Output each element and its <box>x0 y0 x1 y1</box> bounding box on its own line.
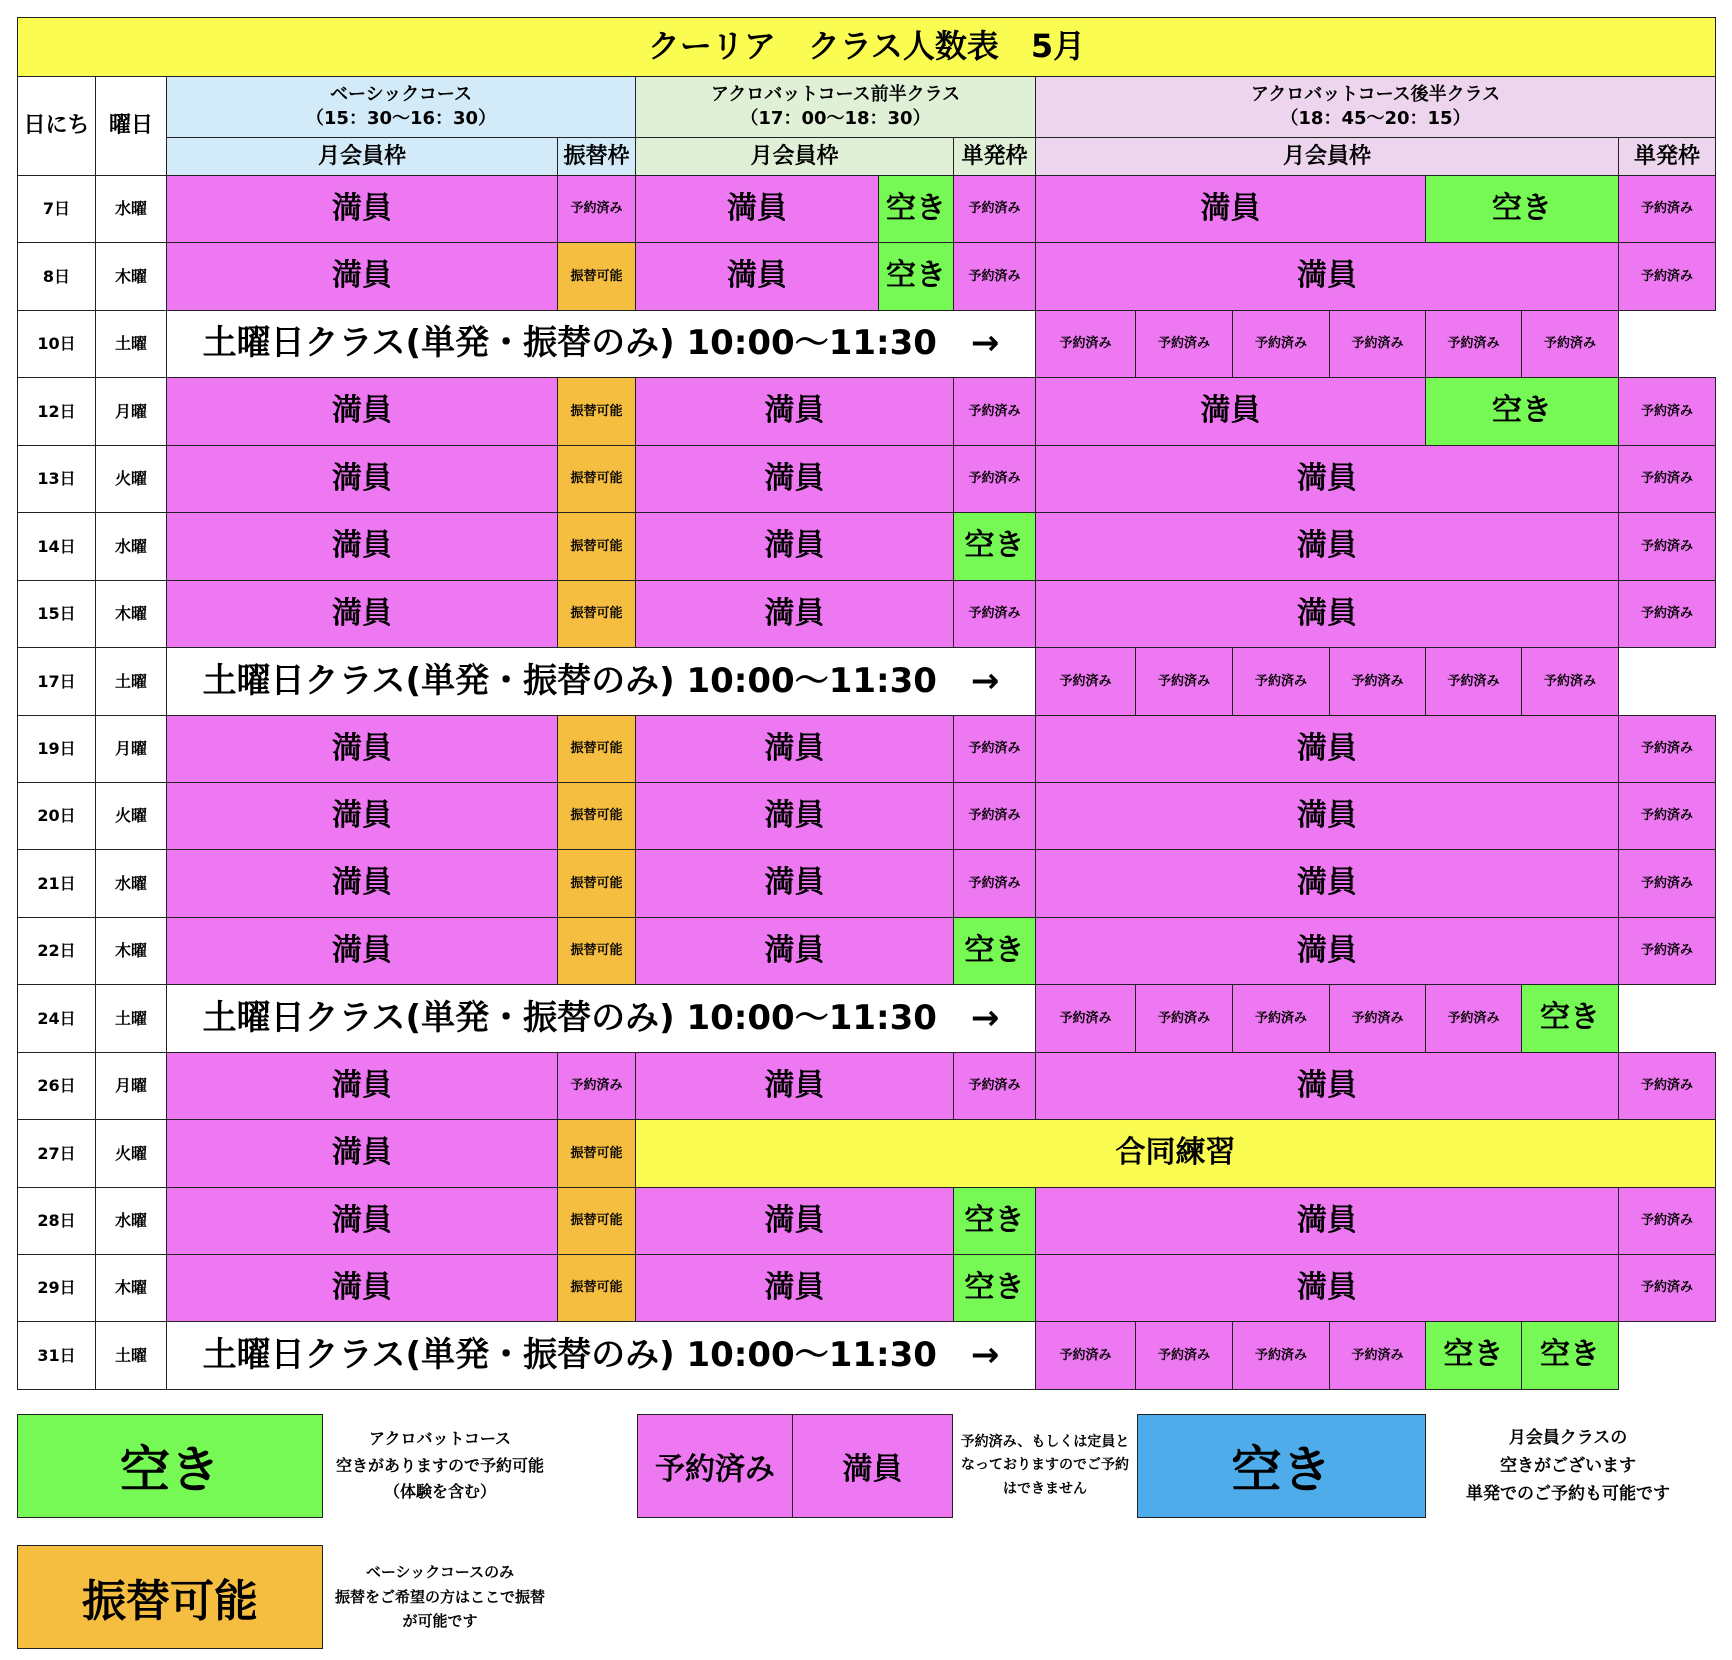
date-column-header: 日にち <box>17 76 96 176</box>
saturday-slot: 予約済み <box>1232 647 1330 716</box>
late-monthly-header: 月会員枠 <box>1035 137 1619 176</box>
basic-transfer-slot: 振替可能 <box>557 512 636 581</box>
basic-monthly-slot: 満員 <box>166 242 558 311</box>
legend-vacant-desc <box>325 1414 555 1518</box>
saturday-class-banner: 土曜日クラス(単発・振替のみ) 10:00〜11:30 → <box>166 1321 1036 1390</box>
basic-monthly-slot: 満員 <box>166 445 558 513</box>
basic-transfer-slot: 振替可能 <box>557 917 636 985</box>
early-monthly-slot: 満員 <box>635 917 954 985</box>
saturday-slot: 予約済み <box>1232 1321 1330 1390</box>
late-monthly-slot: 満員 <box>1035 242 1619 311</box>
late-monthly-slot: 満員 <box>1035 782 1619 850</box>
row-date: 22日 <box>17 917 96 985</box>
legend-vacant-label: 空き <box>120 1441 220 1499</box>
basic-monthly-slot: 満員 <box>166 782 558 850</box>
row-date: 28日 <box>17 1187 96 1255</box>
basic-monthly-slot: 満員 <box>166 580 558 648</box>
late-monthly-slot: 満員 <box>1035 175 1426 243</box>
saturday-slot: 予約済み <box>1035 1321 1136 1390</box>
saturday-slot: 予約済み <box>1135 647 1233 716</box>
basic-transfer-slot: 振替可能 <box>557 242 636 311</box>
late-single-slot: 予約済み <box>1618 782 1716 850</box>
course-time: （15：30〜16：30） <box>305 108 497 129</box>
legend-blue-vacant-label: 空き <box>1231 1441 1332 1499</box>
basic-transfer-slot: 振替可能 <box>557 1254 636 1322</box>
early-monthly-slot: 満員 <box>635 242 879 311</box>
late-extra-slot: 空き <box>1425 175 1619 243</box>
early-single-slot: 予約済み <box>953 242 1036 311</box>
row-dow: 月曜 <box>95 715 167 783</box>
row-dow: 土曜 <box>95 647 167 716</box>
basic-transfer-header: 振替枠 <box>557 137 636 176</box>
saturday-slot: 空き <box>1425 1321 1522 1390</box>
late-single-slot: 予約済み <box>1618 175 1716 243</box>
legend-reserved-desc-line: なっておりますのでご予約 <box>961 1457 1129 1474</box>
basic-transfer-slot: 振替可能 <box>557 782 636 850</box>
row-date: 24日 <box>17 984 96 1053</box>
basic-transfer-slot: 予約済み <box>557 175 636 243</box>
late-single-slot: 予約済み <box>1618 512 1716 581</box>
legend-reserved-desc <box>953 1414 1137 1518</box>
early-monthly-slot: 満員 <box>635 849 954 918</box>
row-date: 29日 <box>17 1254 96 1322</box>
row-date: 10日 <box>17 310 96 378</box>
late-monthly-slot: 満員 <box>1035 1052 1619 1120</box>
saturday-slot: 予約済み <box>1329 1321 1426 1390</box>
row-dow: 水曜 <box>95 512 167 581</box>
row-date: 12日 <box>17 377 96 446</box>
saturday-slot: 予約済み <box>1035 647 1136 716</box>
legend-blue-desc <box>1428 1414 1708 1518</box>
basic-monthly-slot: 満員 <box>166 917 558 985</box>
saturday-slot: 予約済み <box>1521 647 1619 716</box>
row-dow: 土曜 <box>95 1321 167 1390</box>
joint-practice-banner: 合同練習 <box>635 1119 1716 1188</box>
late-single-slot: 予約済み <box>1618 849 1716 918</box>
row-date: 20日 <box>17 782 96 850</box>
early-monthly-slot: 満員 <box>635 512 954 581</box>
basic-transfer-slot: 振替可能 <box>557 1119 636 1188</box>
early-single-slot: 空き <box>953 917 1036 985</box>
legend-transfer-desc-line: が可能です <box>402 1612 478 1631</box>
early-single-slot: 予約済み <box>953 1052 1036 1120</box>
legend-reserved-desc-line: はできません <box>1003 1480 1087 1497</box>
early-single-slot: 予約済み <box>953 445 1036 513</box>
legend-vacant-desc-line: アクロバットコース <box>368 1429 512 1449</box>
row-dow: 火曜 <box>95 782 167 850</box>
late-single-header: 単発枠 <box>1618 137 1716 176</box>
basic-transfer-slot: 振替可能 <box>557 715 636 783</box>
legend-blue-vacant-box <box>1137 1414 1426 1518</box>
row-date: 7日 <box>17 175 96 243</box>
row-dow: 土曜 <box>95 310 167 378</box>
course-name: アクロバットコース後半クラス <box>1250 83 1501 105</box>
saturday-slot: 予約済み <box>1232 984 1330 1053</box>
saturday-slot: 空き <box>1521 1321 1619 1390</box>
early-monthly-slot: 満員 <box>635 1187 954 1255</box>
early-monthly-header: 月会員枠 <box>635 137 954 176</box>
saturday-slot: 予約済み <box>1135 1321 1233 1390</box>
early-monthly-slot: 満員 <box>635 175 879 243</box>
saturday-slot: 予約済み <box>1425 647 1522 716</box>
early-single-slot: 予約済み <box>953 849 1036 918</box>
basic-monthly-slot: 満員 <box>166 715 558 783</box>
acro-late-header <box>1035 76 1716 138</box>
saturday-slot: 予約済み <box>1329 647 1426 716</box>
course-time: （17：00〜18：30） <box>740 108 931 129</box>
late-single-slot: 予約済み <box>1618 377 1716 446</box>
early-monthly-slot: 満員 <box>635 1254 954 1322</box>
late-monthly-slot: 満員 <box>1035 445 1619 513</box>
row-dow: 木曜 <box>95 580 167 648</box>
basic-monthly-slot: 満員 <box>166 377 558 446</box>
basic-transfer-slot: 振替可能 <box>557 445 636 513</box>
late-monthly-slot: 満員 <box>1035 377 1426 446</box>
basic-monthly-header: 月会員枠 <box>166 137 558 176</box>
late-monthly-slot: 満員 <box>1035 917 1619 985</box>
early-monthly-slot: 満員 <box>635 1052 954 1120</box>
row-date: 15日 <box>17 580 96 648</box>
saturday-slot: 予約済み <box>1329 984 1426 1053</box>
legend-vacant-desc-line: 空きがありますので予約可能 <box>335 1455 544 1475</box>
early-single-slot: 予約済み <box>953 782 1036 850</box>
course-time: （18：45〜20：15） <box>1280 108 1471 129</box>
saturday-slot: 予約済み <box>1425 984 1522 1053</box>
late-monthly-slot: 満員 <box>1035 1187 1619 1255</box>
row-date: 14日 <box>17 512 96 581</box>
legend-transfer-desc-line: 振替をご希望の方はここで振替 <box>334 1587 545 1606</box>
legend-reserved-label: 予約済み <box>655 1452 775 1487</box>
row-date: 21日 <box>17 849 96 918</box>
basic-transfer-slot: 振替可能 <box>557 580 636 648</box>
early-extra-slot: 空き <box>878 175 954 243</box>
saturday-slot: 予約済み <box>1135 984 1233 1053</box>
legend-blue-desc-line: 月会員クラスの <box>1508 1427 1628 1448</box>
early-single-slot: 予約済み <box>953 377 1036 446</box>
saturday-slot: 予約済み <box>1232 310 1330 378</box>
late-monthly-slot: 満員 <box>1035 849 1619 918</box>
basic-transfer-slot: 予約済み <box>557 1052 636 1120</box>
basic-monthly-slot: 満員 <box>166 849 558 918</box>
legend-reserved-box <box>637 1414 793 1518</box>
legend-transfer-desc-line: ベーシックコースのみ <box>365 1562 515 1581</box>
row-dow: 水曜 <box>95 175 167 243</box>
row-date: 13日 <box>17 445 96 513</box>
row-date: 31日 <box>17 1321 96 1390</box>
early-monthly-slot: 満員 <box>635 445 954 513</box>
late-single-slot: 予約済み <box>1618 1187 1716 1255</box>
legend-vacant-desc-line: （体験を含む） <box>383 1482 496 1502</box>
basic-monthly-slot: 満員 <box>166 1119 558 1188</box>
saturday-class-banner: 土曜日クラス(単発・振替のみ) 10:00〜11:30 → <box>166 647 1036 716</box>
course-name: ベーシックコース <box>329 83 472 105</box>
legend-transfer-label: 振替可能 <box>82 1576 258 1627</box>
basic-transfer-slot: 振替可能 <box>557 377 636 446</box>
early-single-slot: 空き <box>953 512 1036 581</box>
schedule-table <box>17 17 1715 1389</box>
early-single-slot: 予約済み <box>953 715 1036 783</box>
basic-transfer-slot: 振替可能 <box>557 1187 636 1255</box>
basic-monthly-slot: 満員 <box>166 1254 558 1322</box>
early-monthly-slot: 満員 <box>635 580 954 648</box>
row-dow: 木曜 <box>95 917 167 985</box>
saturday-class-banner: 土曜日クラス(単発・振替のみ) 10:00〜11:30 → <box>166 310 1036 378</box>
late-single-slot: 予約済み <box>1618 242 1716 311</box>
basic-monthly-slot: 満員 <box>166 175 558 243</box>
saturday-slot: 予約済み <box>1329 310 1426 378</box>
late-single-slot: 予約済み <box>1618 580 1716 648</box>
early-single-slot: 予約済み <box>953 580 1036 648</box>
legend-transfer-desc <box>325 1545 555 1649</box>
legend-blue-desc-line: 単発でのご予約も可能です <box>1466 1484 1670 1505</box>
saturday-slot: 予約済み <box>1035 984 1136 1053</box>
early-extra-slot: 空き <box>878 242 954 311</box>
late-single-slot: 予約済み <box>1618 917 1716 985</box>
legend-reserved-desc-line: 予約済み、もしくは定員と <box>960 1434 1130 1451</box>
row-dow: 月曜 <box>95 377 167 446</box>
saturday-slot: 予約済み <box>1521 310 1619 378</box>
late-single-slot: 予約済み <box>1618 1052 1716 1120</box>
basic-monthly-slot: 満員 <box>166 1052 558 1120</box>
legend-transfer-box <box>17 1545 323 1649</box>
row-dow: 木曜 <box>95 242 167 311</box>
row-date: 27日 <box>17 1119 96 1188</box>
basic-monthly-slot: 満員 <box>166 1187 558 1255</box>
row-date: 26日 <box>17 1052 96 1120</box>
row-date: 17日 <box>17 647 96 716</box>
late-monthly-slot: 満員 <box>1035 715 1619 783</box>
early-single-header: 単発枠 <box>953 137 1036 176</box>
early-monthly-slot: 満員 <box>635 715 954 783</box>
early-single-slot: 空き <box>953 1187 1036 1255</box>
late-extra-slot: 空き <box>1425 377 1619 446</box>
legend-vacant-box <box>17 1414 323 1518</box>
early-single-slot: 空き <box>953 1254 1036 1322</box>
table-title: クーリア クラス人数表 5月 <box>17 17 1716 77</box>
basic-course-header <box>166 76 636 138</box>
row-dow: 土曜 <box>95 984 167 1053</box>
late-monthly-slot: 満員 <box>1035 580 1619 648</box>
saturday-class-banner: 土曜日クラス(単発・振替のみ) 10:00〜11:30 → <box>166 984 1036 1053</box>
row-dow: 水曜 <box>95 849 167 918</box>
row-dow: 木曜 <box>95 1254 167 1322</box>
saturday-slot: 空き <box>1521 984 1619 1053</box>
saturday-slot: 予約済み <box>1135 310 1233 378</box>
saturday-slot: 予約済み <box>1425 310 1522 378</box>
late-single-slot: 予約済み <box>1618 445 1716 513</box>
late-monthly-slot: 満員 <box>1035 512 1619 581</box>
row-dow: 水曜 <box>95 1187 167 1255</box>
acro-early-header <box>635 76 1036 138</box>
basic-monthly-slot: 満員 <box>166 512 558 581</box>
row-dow: 火曜 <box>95 1119 167 1188</box>
legend-blue-desc-line: 空きがございます <box>1500 1455 1636 1476</box>
early-single-slot: 予約済み <box>953 175 1036 243</box>
late-monthly-slot: 満員 <box>1035 1254 1619 1322</box>
saturday-slot: 予約済み <box>1035 310 1136 378</box>
late-single-slot: 予約済み <box>1618 1254 1716 1322</box>
early-monthly-slot: 満員 <box>635 377 954 446</box>
legend-full-label: 満員 <box>842 1452 903 1487</box>
dow-column-header: 曜日 <box>95 76 167 176</box>
course-name: アクロバットコース前半クラス <box>710 83 961 105</box>
row-dow: 月曜 <box>95 1052 167 1120</box>
basic-transfer-slot: 振替可能 <box>557 849 636 918</box>
late-single-slot: 予約済み <box>1618 715 1716 783</box>
legend-full-box <box>792 1414 953 1518</box>
row-date: 19日 <box>17 715 96 783</box>
row-date: 8日 <box>17 242 96 311</box>
row-dow: 火曜 <box>95 445 167 513</box>
early-monthly-slot: 満員 <box>635 782 954 850</box>
